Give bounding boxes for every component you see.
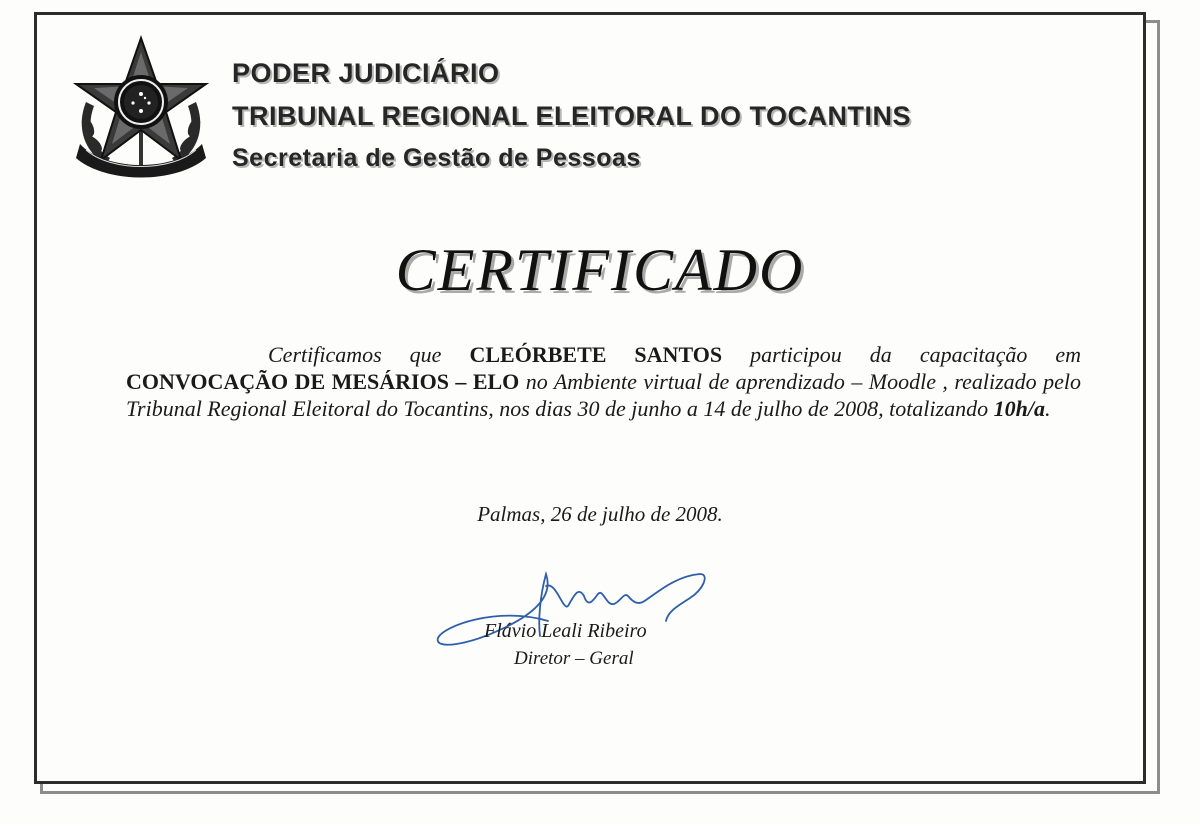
certificate-title: CERTIFICADO xyxy=(395,237,805,303)
participant-name: CLEÓRBETE SANTOS xyxy=(469,342,723,367)
body-participation: participou da capacitação em xyxy=(750,342,1082,367)
brazil-coat-of-arms-icon xyxy=(66,32,216,182)
header-secretaria: Secretaria de Gestão de Pessoas xyxy=(232,144,641,172)
signer-name: Flávio Leali Ribeiro xyxy=(484,620,647,642)
header-poder-judiciario: PODER JUDICIÁRIO xyxy=(232,58,500,88)
header-tribunal: TRIBUNAL REGIONAL ELEITORAL DO TOCANTINS xyxy=(232,101,912,131)
body-intro: Certificamos que xyxy=(268,342,442,367)
course-hours: 10h/a xyxy=(993,396,1045,421)
body-end: . xyxy=(1044,396,1051,421)
body-details: no Ambiente virtual de aprendizado – Moodle , realizado pelo Tribunal Regional Eleitoral do Tocantins, nos dias 30 de junho a 14 de julho de 2008, totalizando xyxy=(126,369,1082,421)
place-and-date: Palmas, 26 de julho de 2008. xyxy=(477,502,723,526)
signer-role: Diretor – Geral xyxy=(514,648,634,669)
course-name: CONVOCAÇÃO DE MESÁRIOS – ELO xyxy=(126,369,520,394)
certificate-body xyxy=(126,341,1081,422)
